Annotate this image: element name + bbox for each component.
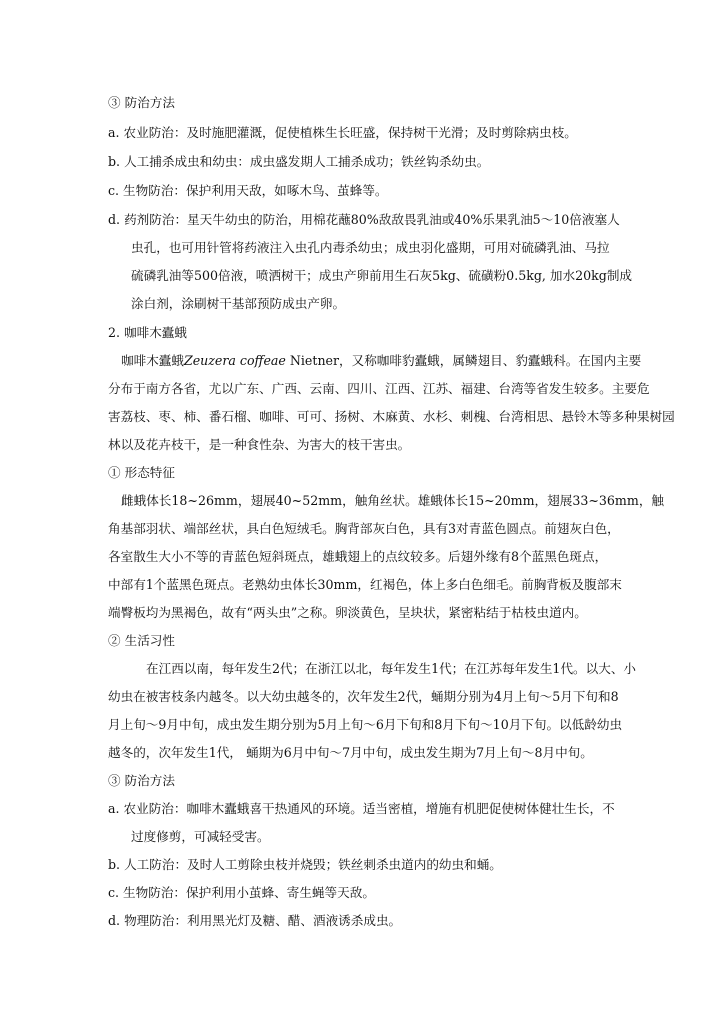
section-heading: 2. 咖啡木蠹蛾	[108, 325, 187, 340]
list-item: c. 生物防治：保护利用小茧蜂、寄生蝇等天敌。	[108, 885, 375, 900]
paragraph-line: 雌蛾体长18~26mm，翅展40~52mm，触角丝状。雄蛾体长15~20mm，翅展33~36mm，触	[121, 493, 665, 508]
list-item: c. 生物防治：保护利用天敌，如啄木鸟、茧蜂等。	[108, 183, 388, 198]
paragraph-line: 林以及花卉枝干，是一种食性杂、为害大的枝干害虫。	[108, 437, 411, 452]
list-item-continuation: 硫磷乳油等500倍液，喷洒树干；成虫产卵前用生石灰5kg、硫磺粉0.5kg, 加水20kg制成	[131, 268, 633, 283]
list-item: a. 农业防治：咖啡木蠹蛾喜干热通风的环境。适当密植，增施有机肥促使树体健壮生长，不	[108, 801, 615, 816]
list-item-continuation: 过度修剪，可减轻受害。	[131, 829, 270, 844]
list-item: b. 人工防治：及时人工剪除虫枝并烧毁；铁丝刺杀虫道内的幼虫和蛹。	[108, 857, 502, 872]
section-heading: ① 形态特征	[108, 465, 175, 480]
paragraph-line: 月上旬～9月中旬，成虫发生期分别为5月上旬～6月下旬和8月下旬～10月下旬。以低龄幼虫	[108, 717, 623, 732]
scientific-name: Zeuzera coffeae	[183, 353, 286, 368]
list-item-continuation: 虫孔，也可用针管将药液注入虫孔内毒杀幼虫；成虫羽化盛期，可用对硫磷乳油、马拉	[131, 240, 610, 255]
paragraph-line: 中部有1个蓝黑色斑点。老熟幼虫体长30mm，红褐色，体上多白色细毛。前胸背板及腹部末	[108, 577, 622, 592]
paragraph-line: 角基部羽状、端部丝状，具白色短绒毛。胸背部灰白色，具有3对青蓝色圆点。前翅灰白色，	[108, 521, 620, 536]
paragraph-line: 各室散生大小不等的青蓝色短斜斑点，雄蛾翅上的点纹较多。后翅外缘有8个蓝黑色斑点，	[108, 549, 608, 564]
list-item-continuation: 涂白剂，涂刷树干基部预防成虫产卵。	[131, 296, 346, 311]
section-heading: ③ 防治方法	[108, 95, 175, 110]
list-item: d. 物理防治：利用黑光灯及糖、醋、酒液诱杀成虫。	[108, 913, 402, 928]
paragraph-line: 在江西以南，每年发生2代；在浙江以北，每年发生1代；在江苏每年发生1代。以大、小	[146, 661, 637, 676]
paragraph-line: 害荔枝、枣、柿、番石榴、咖啡、可可、扬树、木麻黄、水杉、刺槐、台湾相思、悬铃木等多种果树园	[108, 409, 675, 424]
section-heading: ③ 防治方法	[108, 773, 175, 788]
paragraph-line: 端臀板均为黑褐色，故有“两头虫”之称。卵淡黄色，呈块状，紧密粘结于枯枝虫道内。	[108, 605, 587, 620]
list-item: a. 农业防治：及时施肥灌溉，促使植株生长旺盛，保持树干光滑；及时剪除病虫枝。	[108, 125, 577, 140]
list-item: b. 人工捕杀成虫和幼虫：成虫盛发期人工捕杀成功；铁丝钩杀幼虫。	[108, 154, 490, 169]
paragraph-line: 分布于南方各省，尤以广东、广西、云南、四川、江西、江苏、福建、台湾等省发生较多。主要危	[108, 381, 650, 396]
intro-text: Nietner，又称咖啡豹蠹蛾，属鳞翅目、豹蠹蛾科。在国内主要	[285, 353, 642, 368]
paragraph-line: 越冬的，次年发生1代， 蛹期为6月中旬～7月中旬，成虫发生期为7月上旬～8月中旬。	[108, 745, 593, 760]
paragraph-line: 幼虫在被害枝条内越冬。以大幼虫越冬的，次年发生2代，蛹期分别为4月上旬～5月下旬和8	[108, 689, 619, 704]
list-item: d. 药剂防治：星天牛幼虫的防治，用棉花蘸80%敌敌畏乳油或40%乐果乳油5～10倍液塞人	[108, 212, 620, 227]
paragraph-line	[121, 353, 641, 369]
section-heading: ② 生活习性	[108, 633, 175, 648]
intro-text: 咖啡木蠹蛾	[121, 353, 184, 368]
